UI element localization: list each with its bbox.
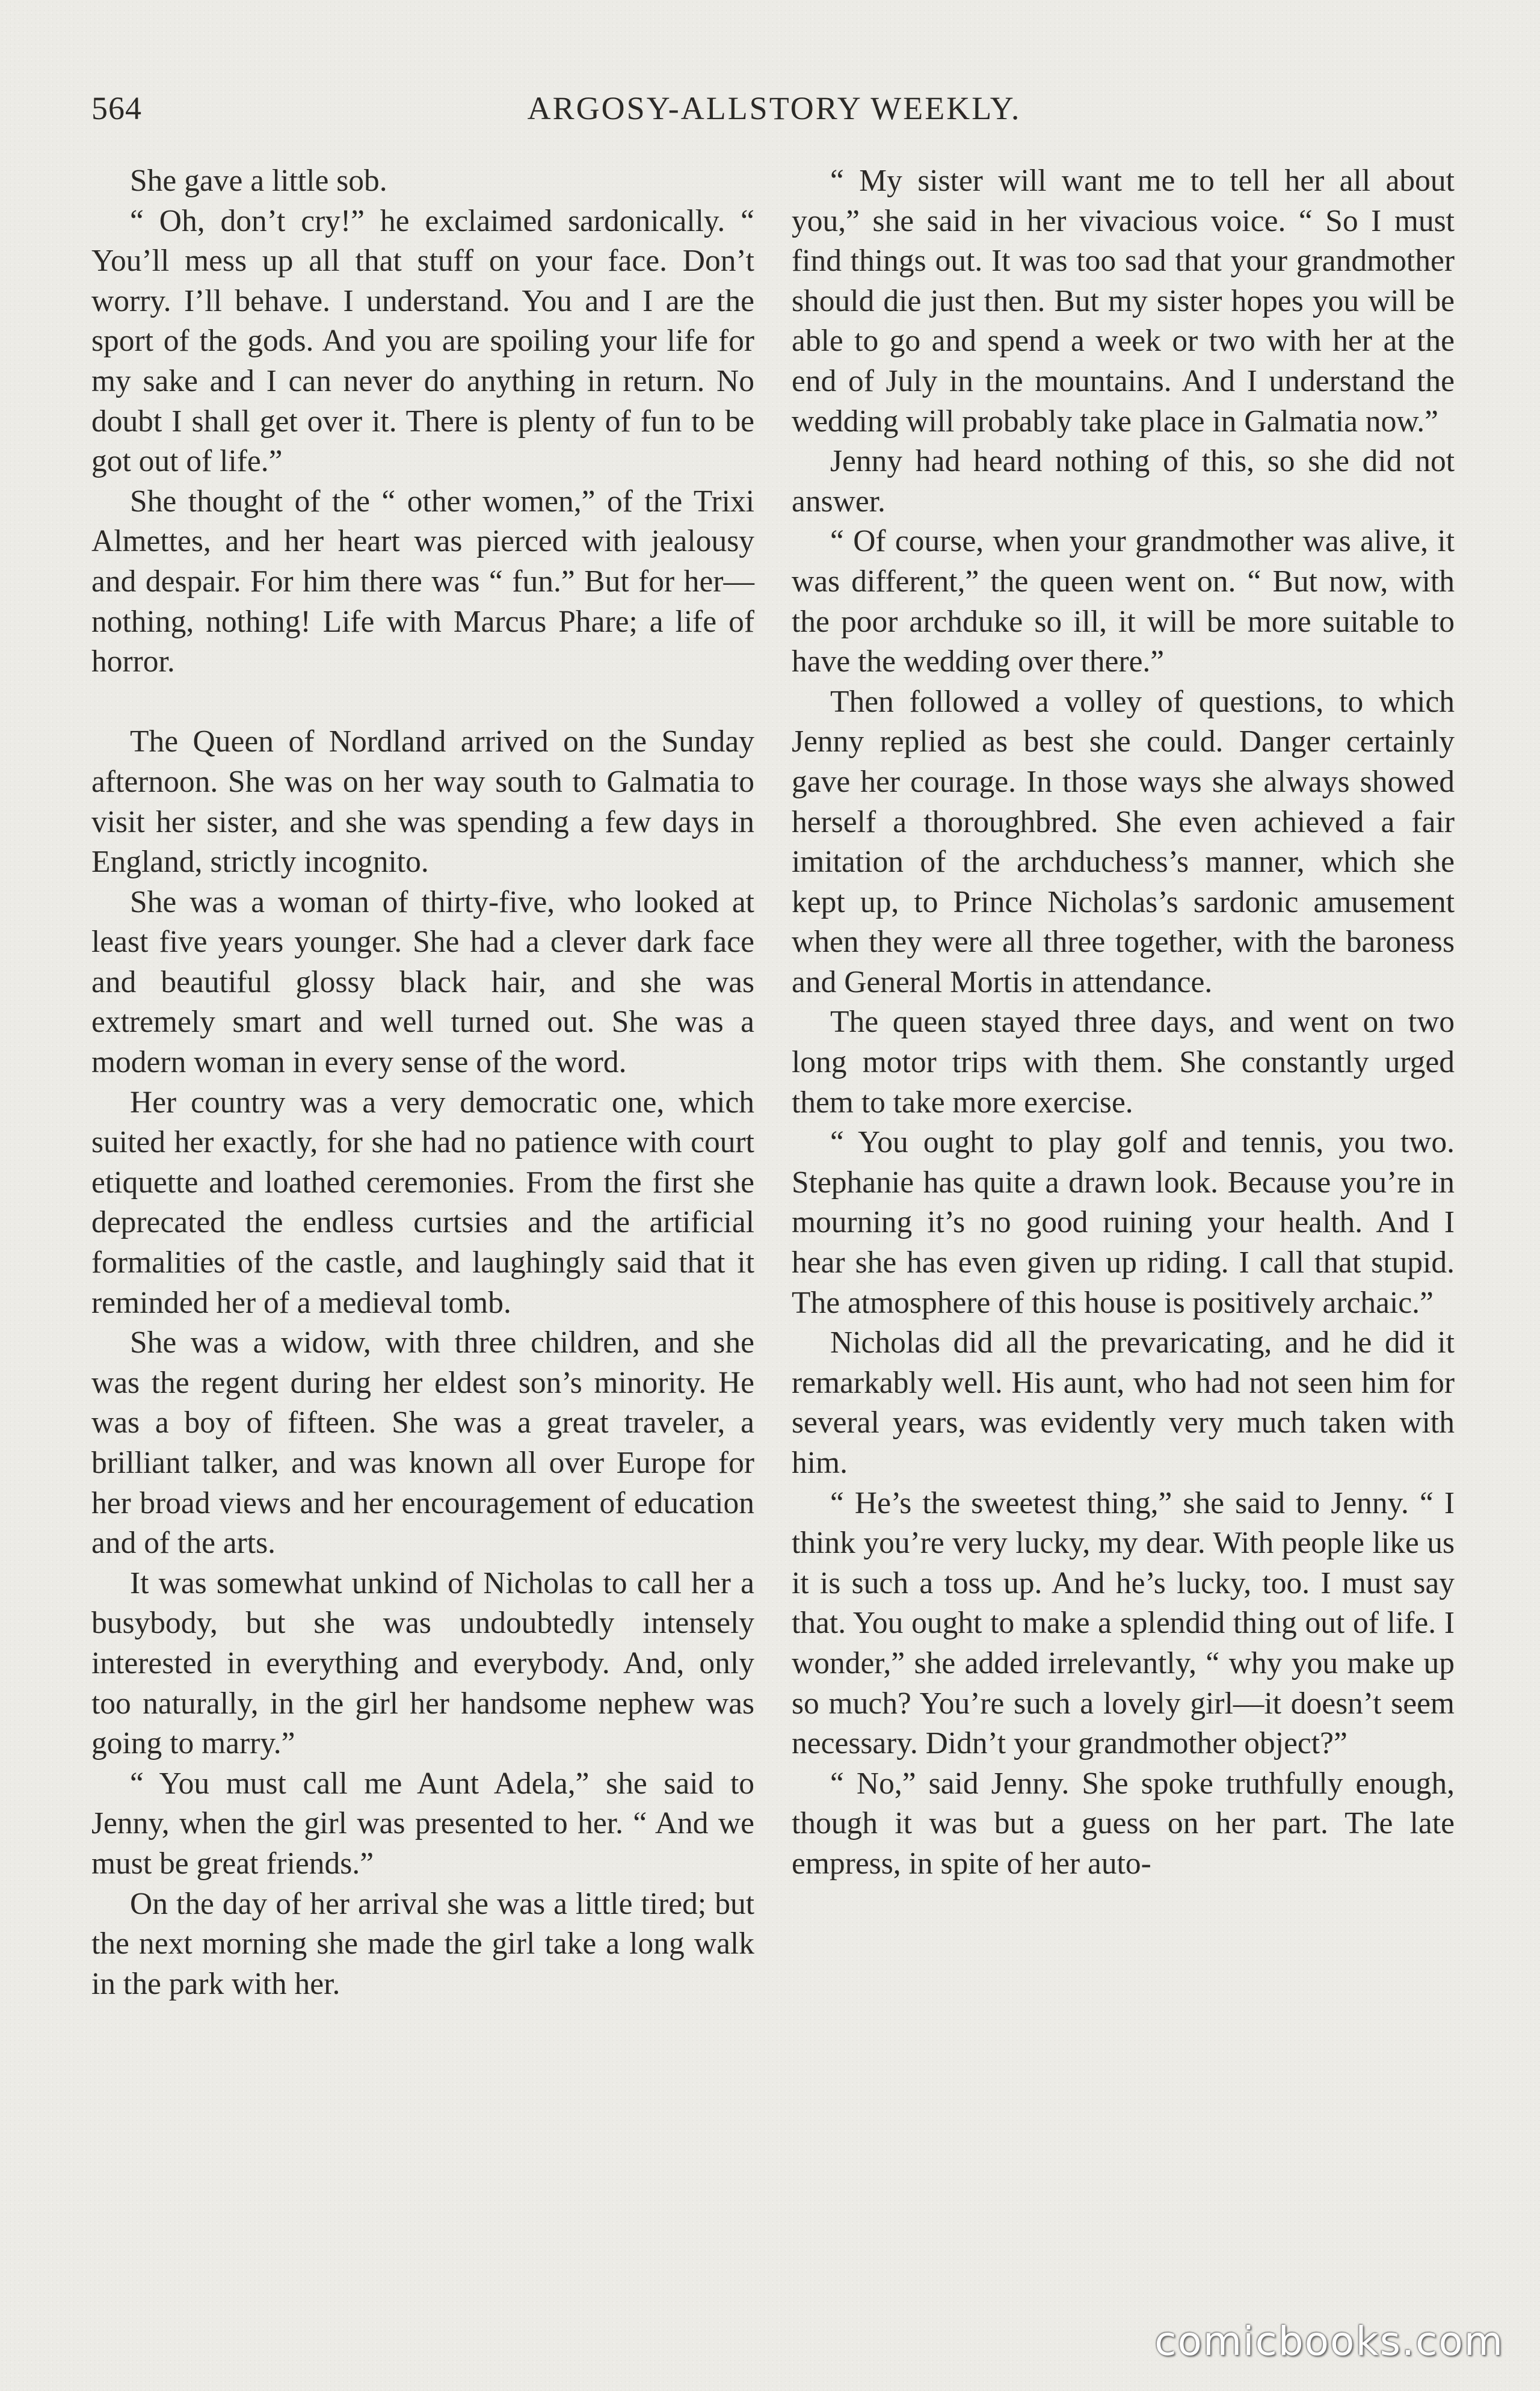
page-header: [91, 84, 1457, 132]
paragraph: She was a widow, with three children, and she was the regent during her eldest son’s minority. He was a boy of fifteen. She was a great traveler, a brilliant talker, and was known all over Europe for her broad views and her encouragement of education and of the arts.: [91, 1325, 754, 1561]
paragraph: “ Of course, when your grandmother was alive, it was different,” the queen went on. “ But now, with the poor archduke so ill, it will be more suitable to have the wedding over there.”: [792, 524, 1455, 679]
left-column: [91, 161, 754, 2004]
paragraph: “ You ought to play golf and tennis, you two. Stephanie has quite a drawn look. Because you’re in mourning it’s no good ruining your health. And I hear she has even given up riding. I call that stupid. The atmosphere of this house is positively archaic.”: [792, 1125, 1455, 1320]
page-number: 564: [91, 90, 142, 126]
paragraph: Then followed a volley of questions, to which Jenny replied as best she could. Danger certainly gave her courage. In those ways she always showed herself a thoroughbred. She even achieved a fair imitation of the archduchess’s manner, which she kept up, to Prince Nicholas’s sardonic amusement when they were all three together, with the baroness and General Mortis in attendance.: [792, 684, 1455, 999]
running-head: ARGOSY-ALLSTORY WEEKLY.: [527, 90, 1021, 126]
paragraph: She was a woman of thirty-five, who looked at least five years younger. She had a clever dark face and beautiful glossy black hair, and she was extremely smart and well turned out. She was a modern woman in every sense of the word.: [91, 884, 754, 1080]
paragraph: The Queen of Nordland arrived on the Sunday afternoon. She was on her way south to Galmatia to visit her sister, and she was spending a few days in England, strictly incognito.: [91, 724, 754, 880]
paragraph: She gave a little sob.: [130, 164, 387, 198]
paragraph: Her country was a very democratic one, which suited her exactly, for she had no patience with court etiquette and loathed ceremonies. From the first she deprecated the endless curtsies and the artificial formalities of the castle, and laughingly said that it reminded her of a medieval tomb.: [91, 1085, 754, 1320]
paragraph: She thought of the “ other women,” of the Trixi Almettes, and her heart was pierced with jealousy and despair. For him there was “ fun.” But for her—nothing, nothing! Life with Marcus Phare; a life of horror.: [91, 484, 754, 679]
paragraph: Nicholas did all the prevaricating, and he did it remarkably well. His aunt, who had not seen him for several years, was evidently very much taken with him.: [792, 1325, 1455, 1480]
paragraph: Jenny had heard nothing of this, so she did not answer.: [792, 444, 1455, 519]
right-column: [792, 161, 1455, 1884]
paragraph: “ No,” said Jenny. She spoke truthfully enough, though it was but a guess on her part. The late empress, in spite of her auto-: [792, 1766, 1455, 1881]
paragraph: “ My sister will want me to tell her all about you,” she said in her vivacious voice. “ So I must find things out. It was too sad that your grandmother should die just then. But my sister hopes you will be able to go and spend a week or two with her at the end of July in the mountains. And I understand the wedding will probably take place in Galmatia now.”: [792, 164, 1455, 439]
site-watermark: comicbooks.com: [1154, 2318, 1504, 2365]
paragraph: “ Oh, don’t cry!” he exclaimed sardonically. “ You’ll mess up all that stuff on your face. Don’t worry. I’ll behave. I understand. You and I are the sport of the gods. And you are spoiling your life for my sake and I can never do anything in return. No doubt I shall get over it. There is plenty of fun to be got out of life.”: [91, 203, 754, 479]
paragraph: The queen stayed three days, and went on two long motor trips with them. She constantly urged them to take more exercise.: [792, 1005, 1455, 1120]
paragraph: “ He’s the sweetest thing,” she said to Jenny. “ I think you’re very lucky, my dear. With people like us it is such a toss up. And he’s lucky, too. I must say that. You ought to make a splendid thing out of life. I wonder,” she added irrelevantly, “ why you make up so much? You’re such a lovely girl—it doesn’t seem necessary. Didn’t your grandmother object?”: [792, 1486, 1455, 1761]
paragraph: “ You must call me Aunt Adela,” she said to Jenny, when the girl was presented to her. “ And we must be great friends.”: [91, 1766, 754, 1881]
paragraph: On the day of her arrival she was a little tired; but the next morning she made the girl take a long walk in the park with her.: [91, 1886, 754, 2001]
paragraph: It was somewhat unkind of Nicholas to call her a busybody, but she was undoubtedly intensely interested in everything and everybody. And, only too naturally, in the girl her handsome nephew was going to marry.”: [91, 1566, 754, 1761]
